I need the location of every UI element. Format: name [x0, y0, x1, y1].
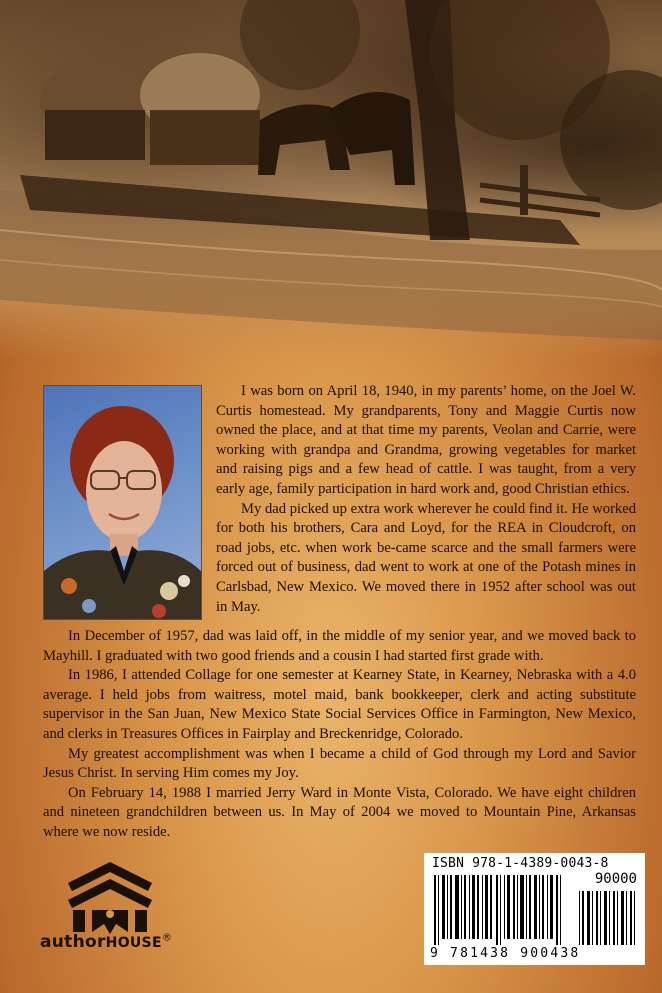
- barcode-bars: [430, 873, 570, 945]
- price-code: 90000: [594, 871, 637, 887]
- bio-text-top: [216, 382, 636, 617]
- barcode-addon-bars: [577, 887, 639, 945]
- isbn-text: ISBN 978-1-4389-0043-8: [432, 856, 609, 871]
- bio-paragraph: On February 14, 1988 I married Jerry Ward in Monte Vista, Colorado. We have eight children and nineteen grandchildren between us. In May of 2004 we moved to Mountain Pine, Arkansas where we now reside.: [43, 784, 636, 840]
- publisher-name: [40, 932, 200, 952]
- bio-text-bottom: [43, 627, 636, 843]
- wagon-river-illustration: [0, 0, 662, 360]
- bio-paragraph: In 1986, I attended Collage for one semester at Kearney State, in Kearney, Nebraska with a 4.0 average. I held jobs from waitress, motel maid, bank bookkeeper, clerk and acting substitute supervisor in the San Juan, New Mexico State Social Services Office in Farmington, New Mexico, and clerks in Treasures Offices in Fairplay and Breckenridge, Colorado.: [43, 667, 636, 742]
- registered-mark: ®: [161, 932, 173, 944]
- barcode-digits: 9 781438 900438: [430, 946, 581, 961]
- bio-paragraph: My greatest accomplishment was when I became a child of God through my Lord and Savior Jesus Christ. In serving Him comes my Joy.: [43, 745, 636, 782]
- publisher-name-part2: HOUSE: [105, 935, 162, 951]
- bio-paragraph: My dad picked up extra work wherever he could find it. He worked for both his brothers, Cara and Loyd, for the REA in Cloudcroft, on road jobs, etc. when work be-came scarce and the small farmers were forced out of business, dad went to work at one of the Potash mines in Carlsbad, New Mexico. We moved there in 1952 after school was out in May.: [216, 500, 636, 615]
- publisher-name-part1: author: [40, 932, 106, 952]
- bio-paragraph: I was born on April 18, 1940, in my parents’ home, on the Joel W. Curtis homestead. My grandparents, Tony and Maggie Curtis now owned the place, and at that time my parents, Veolan and Carrie, were working with grandpa and Grandma, growing vegetables for market and raising pigs and a few head of cattle. I was taught, from a very early age, family participation in hard work and, good Christian ethics.: [216, 383, 636, 497]
- bio-paragraph: In December of 1957, dad was laid off, in the middle of my senior year, and we moved back to Mayhill. I graduated with two good friends and a cousin I had started first grade with.: [43, 628, 636, 664]
- cover-photograph: [0, 0, 662, 360]
- isbn-barcode: [424, 853, 645, 965]
- author-portrait: [43, 385, 202, 620]
